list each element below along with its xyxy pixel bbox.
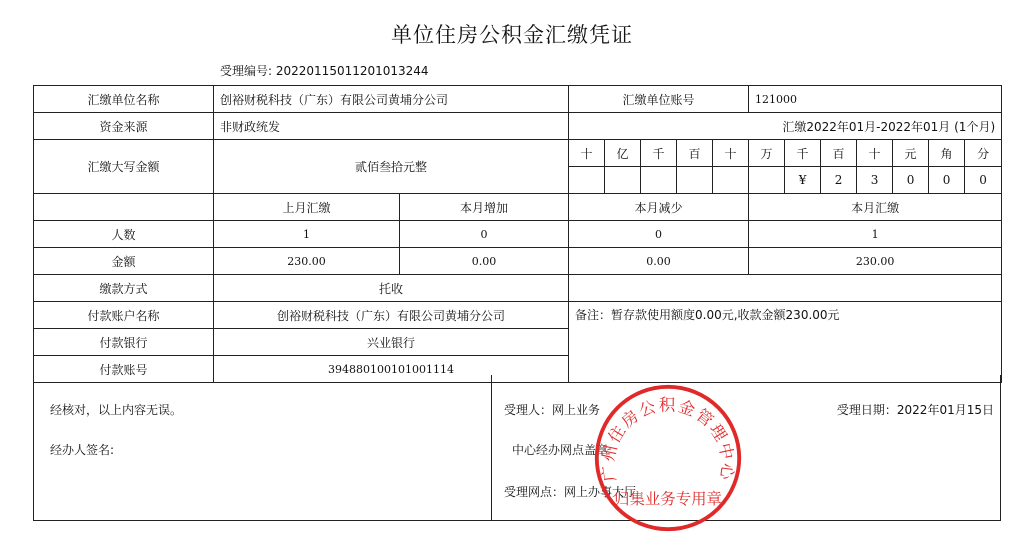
company-row xyxy=(34,86,1002,113)
digit-cell xyxy=(749,167,785,194)
digit-header: 十 xyxy=(857,140,893,167)
receiver-text: 受理人：网上业务 xyxy=(504,403,601,417)
digit-header: 分 xyxy=(965,140,1002,167)
payment-method-value: 托收 xyxy=(214,275,569,302)
people-cell: 0 xyxy=(400,221,569,248)
digit-cell xyxy=(677,167,713,194)
amount-words-label: 汇缴大写金额 xyxy=(34,140,214,194)
summary-corner xyxy=(34,194,214,221)
fund-row xyxy=(34,113,1002,140)
amount-words-value: 贰佰叁拾元整 xyxy=(214,140,569,194)
summary-header: 本月汇缴 xyxy=(749,194,1002,221)
verified-text: 经核对，以上内容无误。 xyxy=(50,403,183,417)
company-account-value: 121000 xyxy=(749,86,1002,113)
money-label: 金额 xyxy=(34,248,214,275)
amount-header-row xyxy=(34,140,1002,167)
digit-cell xyxy=(713,167,749,194)
company-name-label: 汇缴单位名称 xyxy=(34,86,214,113)
remark: 备注：暂存款使用额度0.00元,收款金额230.00元 xyxy=(569,302,1002,383)
accept-number-value: 2022011501120101324​4 xyxy=(275,64,429,78)
accept-number-label: 受理编号: xyxy=(220,64,273,78)
people-cell: 1 xyxy=(749,221,1002,248)
digit-header: 十 xyxy=(569,140,605,167)
digit-header: 百 xyxy=(821,140,857,167)
company-name-value: 创裕财税科技（广东）有限公司黄埔分公司 xyxy=(214,86,569,113)
money-cell: 230.00 xyxy=(214,248,400,275)
fund-source-value: 非财政统发 xyxy=(214,113,569,140)
fund-period: 汇缴2022年01月-2022年01月 (1个月) xyxy=(569,113,1002,140)
digit-cell xyxy=(641,167,677,194)
fund-source-label: 资金来源 xyxy=(34,113,214,140)
accept-number xyxy=(220,62,429,79)
summary-header: 本月增加 xyxy=(400,194,569,221)
digit-cell: 0 xyxy=(929,167,965,194)
method-row xyxy=(34,275,1002,302)
digit-header: 千 xyxy=(641,140,677,167)
money-cell: 230.00 xyxy=(749,248,1002,275)
company-account-label: 汇缴单位账号 xyxy=(569,86,749,113)
people-row xyxy=(34,221,1002,248)
seal-ring-text: 广州住房公积金管理中心 xyxy=(598,395,738,483)
payer-account-value: 394880100101001114 xyxy=(214,356,569,383)
payer-bank-value: 兴业银行 xyxy=(214,329,569,356)
digit-header: 万 xyxy=(749,140,785,167)
digit-cell: 0 xyxy=(893,167,929,194)
digit-header: 十 xyxy=(713,140,749,167)
outlet-text: 受理网点：网上办事大厅 xyxy=(504,485,637,499)
digit-cell: 2 xyxy=(821,167,857,194)
digit-header: 角 xyxy=(929,140,965,167)
voucher-table xyxy=(33,85,1002,383)
page-title: 单位住房公积金汇缴凭证 xyxy=(391,23,633,47)
signer-label: 经办人签名: xyxy=(50,443,115,457)
summary-header-row xyxy=(34,194,1002,221)
payment-method-label: 缴款方式 xyxy=(34,275,214,302)
people-cell: 0 xyxy=(569,221,749,248)
money-cell: 0.00 xyxy=(569,248,749,275)
payer-row xyxy=(34,302,1002,329)
footer-divider xyxy=(491,375,492,520)
digit-header: 亿 xyxy=(605,140,641,167)
payer-bank-label: 付款银行 xyxy=(34,329,214,356)
summary-header: 本月减少 xyxy=(569,194,749,221)
digit-cell: 0 xyxy=(965,167,1002,194)
official-seal xyxy=(591,381,745,535)
payer-account-label: 付款账号 xyxy=(34,356,214,383)
digit-header: 元 xyxy=(893,140,929,167)
footer-section xyxy=(33,375,1001,521)
digit-cell: 3 xyxy=(857,167,893,194)
digit-header: 百 xyxy=(677,140,713,167)
payer-name-label: 付款账户名称 xyxy=(34,302,214,329)
money-cell: 0.00 xyxy=(400,248,569,275)
blank-cell xyxy=(569,275,1002,302)
seal-center-text: 归集业务专用章 xyxy=(614,490,722,509)
digit-header: 千 xyxy=(785,140,821,167)
accept-date: 受理日期：2022年01月15日 xyxy=(836,403,994,417)
money-row xyxy=(34,248,1002,275)
digit-cell xyxy=(605,167,641,194)
digit-cell xyxy=(569,167,605,194)
stamp-note: 中心经办网点盖章 xyxy=(512,443,609,457)
people-label: 人数 xyxy=(34,221,214,248)
summary-header: 上月汇缴 xyxy=(214,194,400,221)
people-cell: 1 xyxy=(214,221,400,248)
payer-name-value: 创裕财税科技（广东）有限公司黄埔分公司 xyxy=(214,302,569,329)
digit-cell: ¥ xyxy=(785,167,821,194)
